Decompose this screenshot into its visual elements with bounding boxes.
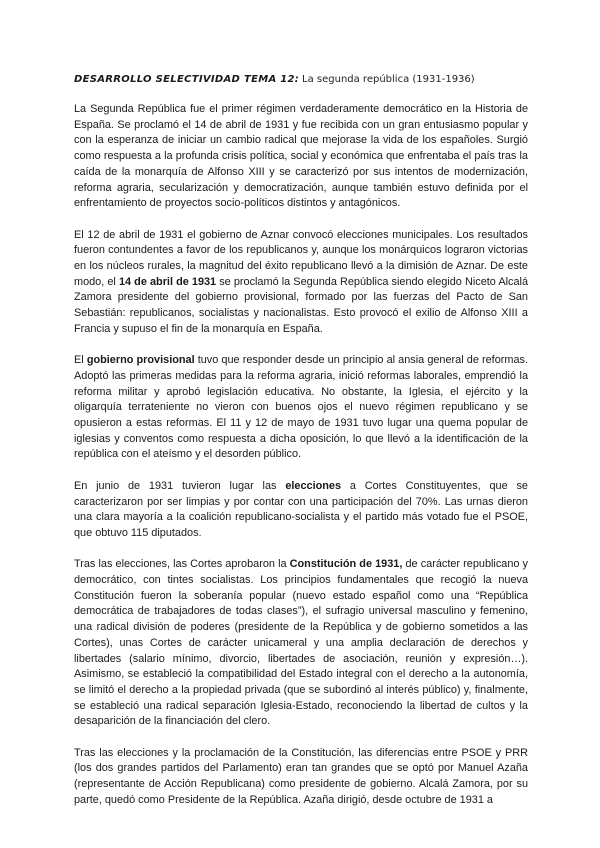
paragraph-text: tuvo que responder desde un principio al ansia general de reformas. Adoptó las primeras medidas para la reforma agraria, inició reformas laborales, emprendió la reforma militar y aprobó legislación educativa. No obstante, la Iglesia, el ejército y la oligarquía terrateniente no vieron con buenos ojos el nuevo régimen republicano y se opusieron a estas reformas. El 11 y 12 de mayo de 1931 tuvo lugar una quema popular de iglesias y conventos como respuesta a dicha oposición, lo que llevó a la identificación de la república con el ateísmo y el desorden público.	[74, 354, 528, 461]
title-main: DESARROLLO SELECTIVIDAD TEMA 12:	[74, 74, 300, 85]
paragraph-proclamation	[74, 228, 528, 338]
highlight-term: Constitución de 1931,	[289, 558, 403, 571]
paragraph-text: Tras las elecciones y la proclamación de la Constitución, las diferencias entre PSOE y PRR (los dos grandes partidos del Parlamento) eran tan grandes que se optó por Manuel Azaña (representante de Acción Republicana) como presidente de gobierno. Alcalá Zamora, por su parte, quedó como Presidente de la República. Azaña dirigió, desde octubre de 1931 a	[74, 746, 528, 806]
paragraph-text: El 12 de abril de 1931 el gobierno de Aznar convocó elecciones municipales. Los resultados fueron contundentes a favor de los republicanos y, aunque los monárquicos lograron victorias en los núcleos rurales, la magnitud del éxito republicano llevó a la dimisión de Aznar. De este modo, el	[74, 228, 528, 288]
paragraph-elections	[74, 479, 528, 542]
highlight-date: 14 de abril de 1931	[118, 275, 217, 288]
paragraph-text: de carácter republicano y democrático, con tintes socialistas. Los principios fundamentales que recogió la nueva Constitución fueron la soberanía popular (nuevo estado español como una “República democrática de trabajadores de todas clases”), el sufragio universal masculino y femenino, una radical división de poderes (presidente de la República y de gobierno sometidos a las Cortes), unas Cortes de carácter unicameral y una amplia declaración de derechos y libertades (salario mínimo, divorcio, libertades de asociación, reunión y expresión…). Asimismo, se estableció la compatibilidad del Estado integral con el derecho a la autonomía, se limitó el derecho a la propiedad privada (que se subordinó al interés público) y, finalmente, se estableció una radical separación Iglesia-Estado, reconociendo la libertad de cultos y la desaparición de la financiación del clero.	[74, 558, 529, 728]
paragraph-azana-government	[74, 746, 528, 809]
paragraph-text: Tras las elecciones, las Cortes aprobaron la	[74, 558, 290, 571]
paragraph-provisional-government	[74, 353, 528, 463]
paragraph-text: a Cortes Constituyentes, que se caracterizaron por ser limpias y por contar con una participación del 70%. Las urnas dieron una clara mayoría a la coalición republicano-socialista y el partido más votado fue el PSOE, que obtuvo 115 diputados.	[74, 479, 528, 539]
paragraph-introduction	[74, 102, 528, 212]
document-title	[74, 71, 534, 88]
highlight-term: elecciones	[285, 479, 342, 492]
paragraph-text: La Segunda República fue el primer régimen verdaderamente democrático en la Historia de España. Se proclamó el 14 de abril de 1931 y fue recibida con un gran entusiasmo popular y con la esperanza de iniciar un cambio radical que mejorase la vida de los españoles. Surgió como respuesta a la profunda crisis política, social y económica que enfrentaba el país tras la caída de la monarquía de Alfonso XIII y se caracterizó por sus intentos de modernización, reforma agraria, secularización y democratización, aunque también estuvo definida por el enfrentamiento de proyectos socio-políticos distintos y antagónicos.	[74, 103, 528, 210]
paragraph-text: se proclamó la Segunda República siendo elegido Niceto Alcalá Zamora presidente del gobierno provisional, formado por las fuerzas del Pacto de San Sebastián: republicanos, socialistas y nacionalistas. Esto provocó el exilio de Alfonso XIII a Francia y supuso el fin de la monarquía en España.	[74, 275, 528, 335]
highlight-term: gobierno provisional	[86, 354, 195, 367]
document-body	[74, 102, 528, 824]
paragraph-constitution	[74, 557, 528, 730]
paragraph-text: El	[74, 354, 87, 367]
paragraph-text: En junio de 1931 tuvieron lugar las	[74, 479, 286, 492]
title-subtitle: La segunda república (1931-1936)	[302, 74, 475, 85]
